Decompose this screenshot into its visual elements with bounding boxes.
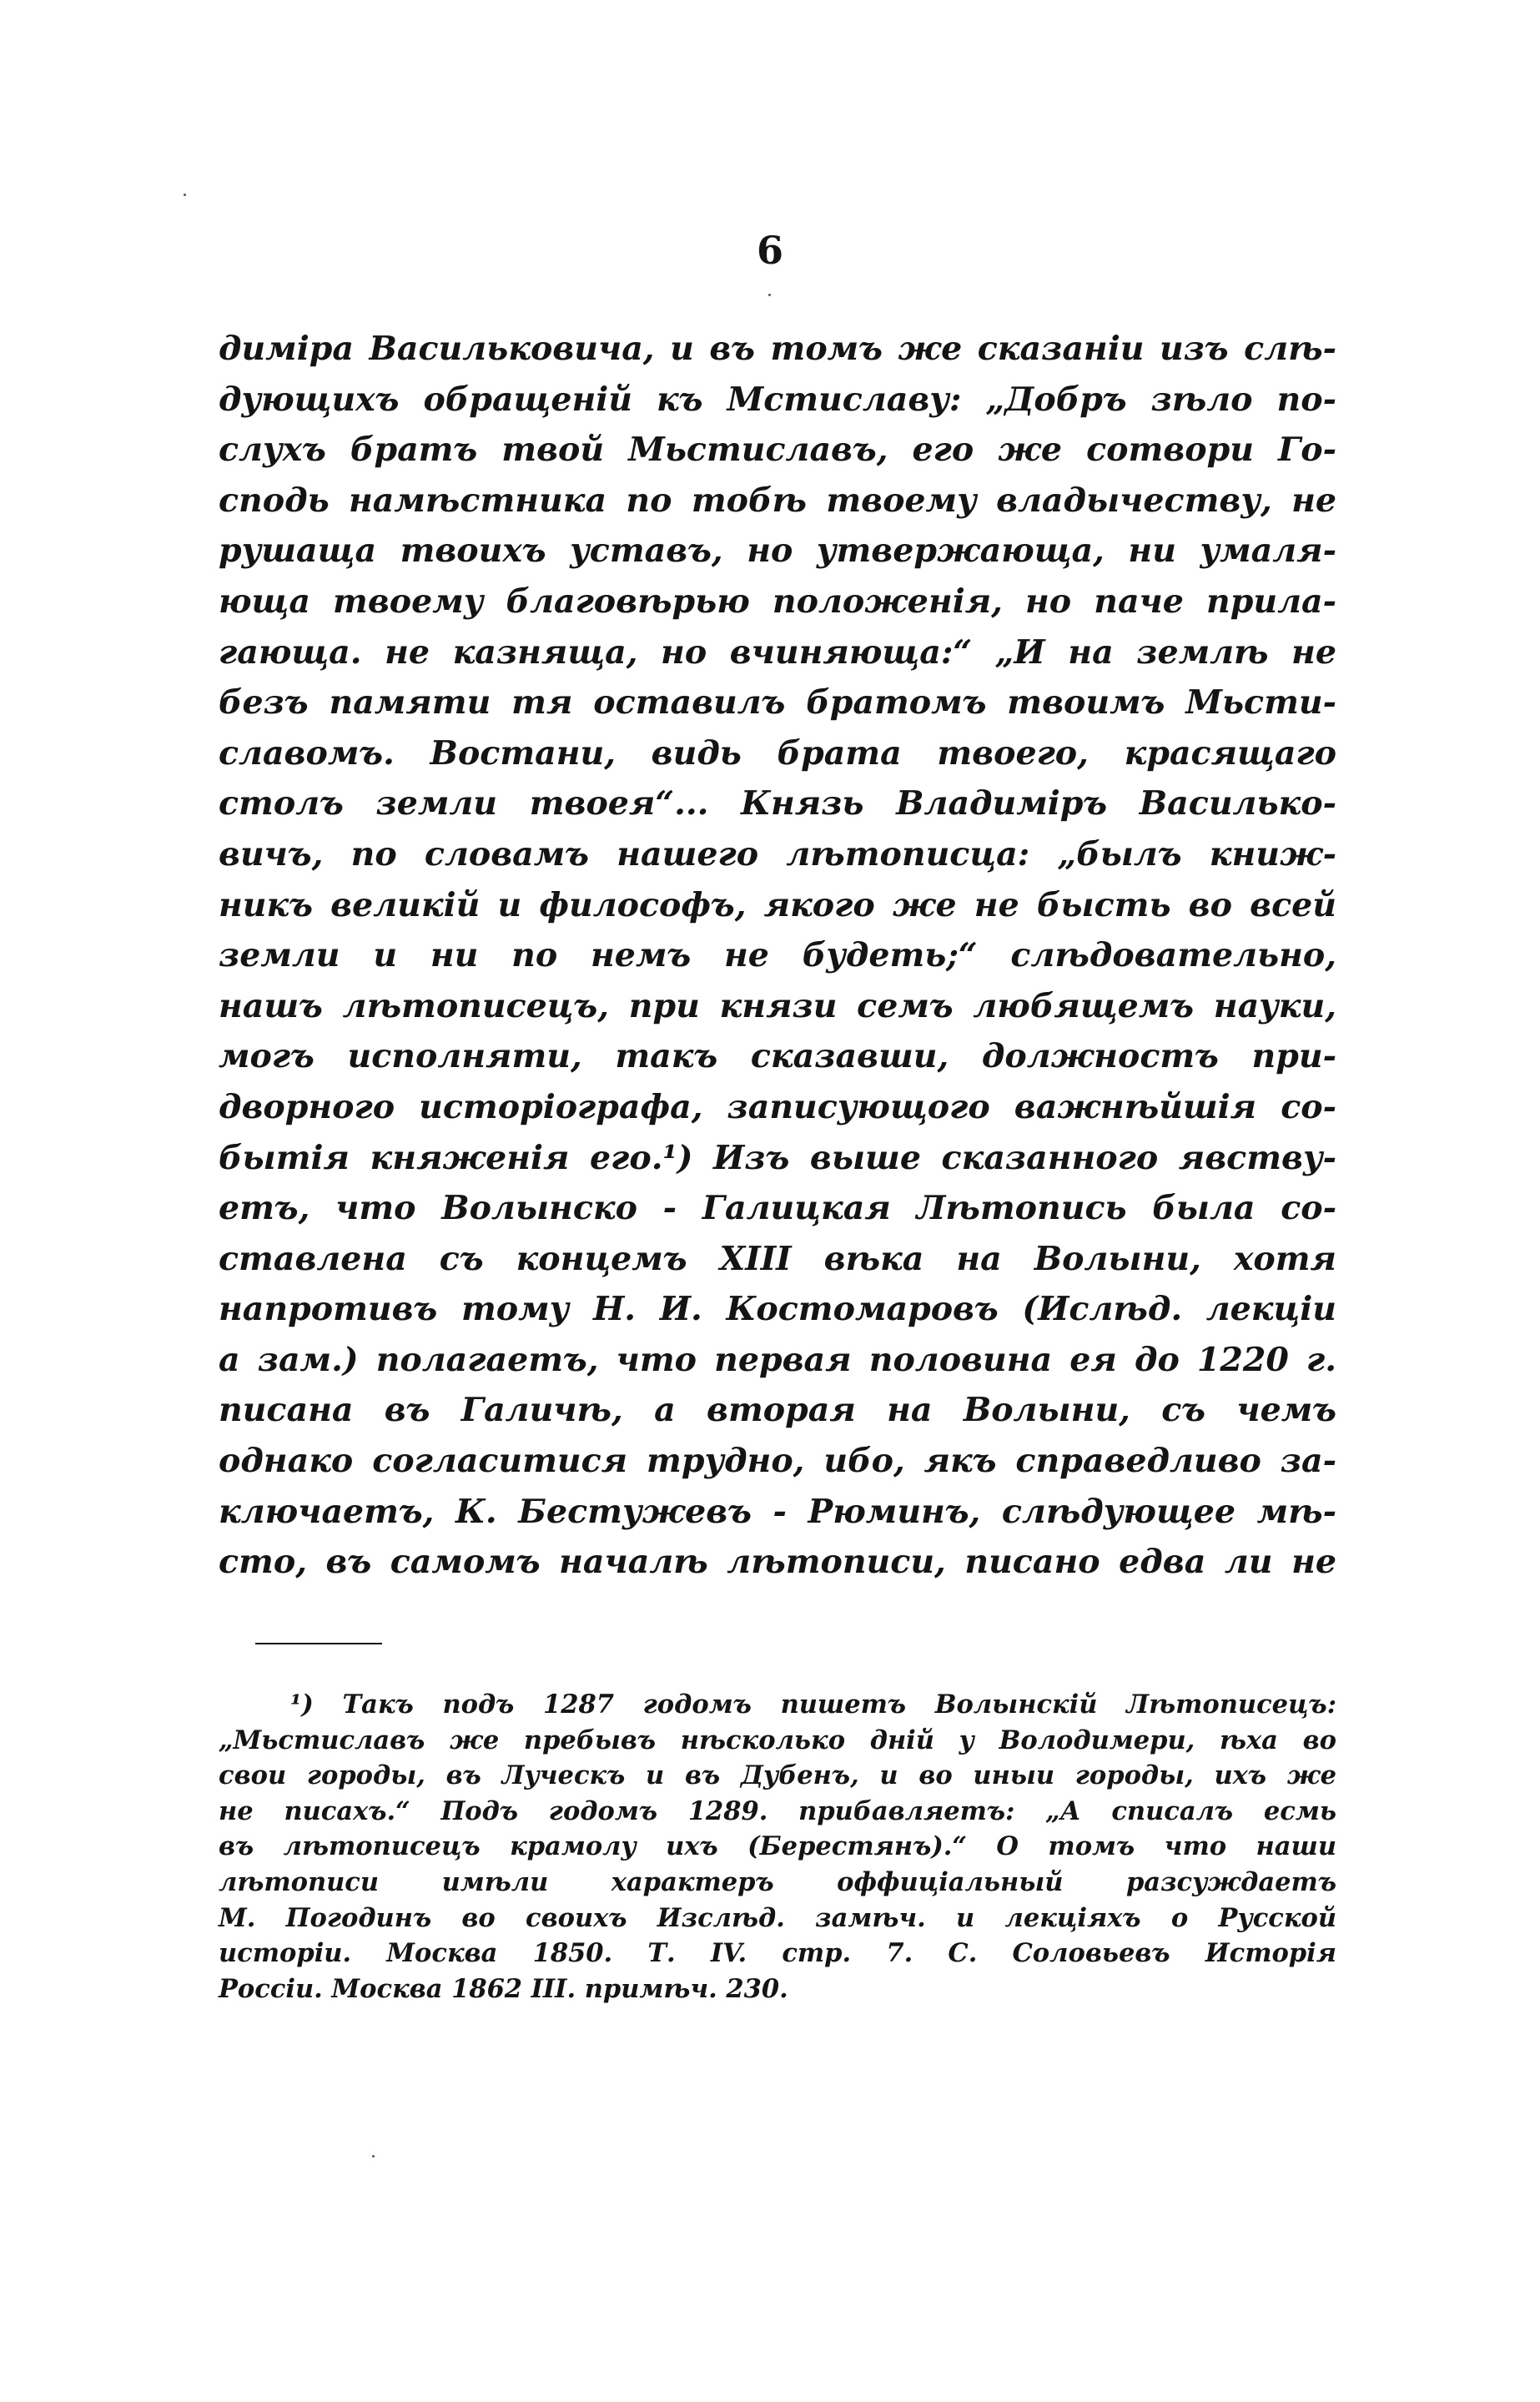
body-line-1: димiра Васильковича, и въ томъ же сказанiи изъ слѣ-: [219, 330, 1336, 368]
body-line-4: сподь намѣстника по тобѣ твоему владычеству, не: [219, 481, 1336, 520]
body-line-25: сто, въ самомъ началѣ лѣтописи, писано едва ли не: [219, 1543, 1336, 1582]
body-line-5: рушаща твоихъ уставъ, но утвержающа, ни умаля-: [219, 531, 1336, 571]
footnote-line-7: М. Погодинъ во своихъ Изслѣд. замѣч. и лекцiяхъ о Русской: [219, 1902, 1336, 1933]
body-line-21: а зам.) полагаетъ, что первая половина ея до 1220 г.: [219, 1340, 1336, 1379]
footnote-line-2: „Мьстиславъ же пребывъ нѣсколько днiй у Володимери, ѣха во: [219, 1725, 1336, 1755]
print-speck: [184, 194, 186, 196]
body-line-2: дующихъ обращенiй къ Мстиславу: „Добръ зѣло по-: [219, 380, 1336, 419]
footnote-line-5: въ лѣтописецъ крамолу ихъ (Берестянъ).“ О томъ что наши: [219, 1831, 1336, 1862]
body-line-23: однако согласитися трудно, ибо, якъ справедливо за-: [219, 1442, 1336, 1481]
print-speck: [768, 294, 771, 296]
body-line-6: юща твоему благовѣрью положенiя, но паче прила-: [219, 582, 1336, 621]
body-line-10: столъ земли твоея“... Князь Владимiръ Василько-: [219, 784, 1336, 823]
body-line-20: напротивъ тому Н. И. Костомаровъ (Ислѣд. лекцiи: [219, 1290, 1336, 1329]
body-line-14: нашъ лѣтописецъ, при князи семъ любящемъ науки,: [219, 986, 1336, 1025]
body-line-17: бытiя княженiя его.¹) Изъ выше сказанного явству-: [219, 1138, 1336, 1177]
footnote-block: [219, 1687, 1336, 2007]
body-line-7: гающа. не казняща, но вчиняюща:“ „И на землѣ не: [219, 632, 1336, 672]
body-line-9: славомъ. Востани, видь брата твоего, красящаго: [219, 733, 1336, 773]
body-text: [219, 324, 1336, 1588]
footnote-line-9: Россiи. Москва 1862 III. примѣч. 230.: [219, 1973, 788, 2004]
body-line-22: писана въ Галичѣ, а вторая на Волыни, съ чемъ: [219, 1391, 1336, 1430]
footnote-line-1: ¹) Такъ подъ 1287 годомъ пишетъ Волынскiй Лѣтописецъ:: [290, 1689, 1336, 1720]
footnote-line-4: не писахъ.“ Подъ годомъ 1289. прибавляетъ: „А списалъ есмь: [219, 1795, 1336, 1826]
body-line-11: вичъ, по словамъ нашего лѣтописца: „былъ книж-: [219, 834, 1336, 874]
print-speck: [372, 2155, 375, 2158]
body-line-8: безъ памяти тя оставилъ братомъ твоимъ Мьсти-: [219, 683, 1336, 723]
body-line-13: земли и ни по немъ не будеть;“ слѣдовательно,: [219, 936, 1336, 975]
page-number: 6: [756, 228, 783, 273]
body-line-24: ключаетъ, К. Бестужевъ - Рюминъ, слѣдующее мѣ-: [219, 1492, 1336, 1531]
body-line-18: етъ, что Волынско - Галицкая Лѣтопись была со-: [219, 1189, 1336, 1228]
footnote-line-3: свои городы, въ Луческъ и въ Дубенъ, и во иныи городы, ихъ же: [219, 1760, 1336, 1791]
body-line-19: ставлена съ концемъ XIII вѣка на Волыни, хотя: [219, 1239, 1336, 1278]
footnote-line-6: лѣтописи имѣли характеръ оффицiальный разсуждаетъ: [219, 1866, 1336, 1897]
footnote-divider: [255, 1643, 382, 1644]
body-line-16: дворного исторiографа, записующого важнѣйшiя со-: [219, 1087, 1336, 1126]
body-line-12: никъ великiй и философъ, якого же не бысть во всей: [219, 885, 1336, 924]
footnote-line-8: исторiи. Москва 1850. Т. IV. стр. 7. С. Соловьевъ Исторiя: [219, 1938, 1336, 1969]
body-line-15: могъ исполнятu, такъ сказавши, должностъ при-: [219, 1037, 1336, 1076]
body-line-3: слухъ братъ твой Мьстиславъ, его же сотвори Го-: [219, 431, 1336, 470]
